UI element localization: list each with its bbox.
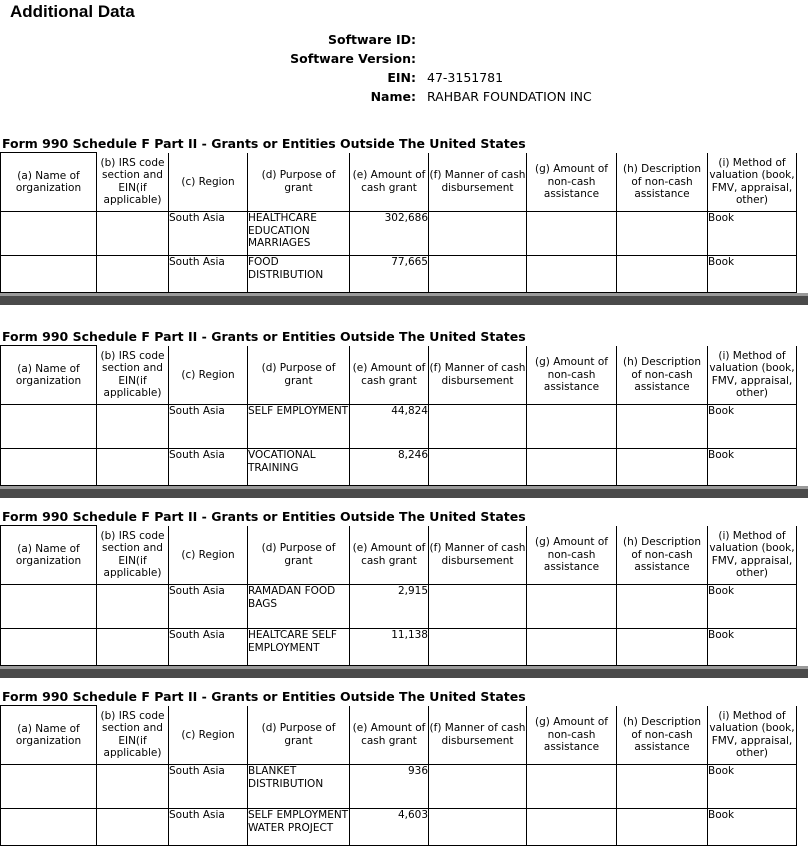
noncash-amount-cell: [527, 809, 617, 846]
column-header-c: (c) Region: [169, 153, 248, 212]
column-header-i: (i) Method of valuation (book, FMV, appraisal, other): [708, 706, 797, 765]
section-divider: [0, 666, 808, 678]
header-row: [1, 346, 797, 405]
disbursement-cell: [429, 449, 527, 486]
table-row: [1, 765, 797, 809]
amount-cell: 8,246: [350, 449, 429, 486]
software-id-row: [0, 32, 808, 51]
region-cell: South Asia: [169, 585, 248, 629]
name-value: RAHBAR FOUNDATION INC: [427, 89, 592, 104]
noncash-description-cell: [617, 449, 708, 486]
column-header-a: (a) Name of organization: [1, 346, 97, 405]
purpose-cell: RAMADAN FOOD BAGS: [248, 585, 350, 629]
noncash-description-cell: [617, 629, 708, 666]
noncash-amount-cell: [527, 405, 617, 449]
divider-highlight: [0, 666, 808, 669]
section-title: Form 990 Schedule F Part II - Grants or Entities Outside The United States: [2, 136, 526, 151]
column-header-a: (a) Name of organization: [1, 526, 97, 585]
column-header-i: (i) Method of valuation (book, FMV, appraisal, other): [708, 153, 797, 212]
irs-code-cell: [97, 405, 169, 449]
amount-cell: 4,603: [350, 809, 429, 846]
column-header-b: (b) IRS code section and EIN(if applicable): [97, 526, 169, 585]
name-label: Name:: [370, 89, 416, 104]
column-header-b: (b) IRS code section and EIN(if applicable): [97, 346, 169, 405]
noncash-description-cell: [617, 405, 708, 449]
disbursement-cell: [429, 405, 527, 449]
disbursement-cell: [429, 585, 527, 629]
region-cell: South Asia: [169, 765, 248, 809]
valuation-method-cell: Book: [708, 809, 797, 846]
column-header-e: (e) Amount of cash grant: [350, 526, 429, 585]
org-name-cell: [1, 449, 97, 486]
section-title: Form 990 Schedule F Part II - Grants or Entities Outside The United States: [2, 689, 526, 704]
amount-cell: 302,686: [350, 212, 429, 256]
section-divider: [0, 486, 808, 498]
purpose-cell: HEALTHCARE EDUCATION MARRIAGES: [248, 212, 350, 256]
software-version-row: [0, 51, 808, 70]
header-row: [1, 706, 797, 765]
column-header-e: (e) Amount of cash grant: [350, 706, 429, 765]
ein-label: EIN:: [387, 70, 416, 85]
region-cell: South Asia: [169, 809, 248, 846]
region-cell: South Asia: [169, 212, 248, 256]
disbursement-cell: [429, 809, 527, 846]
table-row: [1, 585, 797, 629]
region-cell: South Asia: [169, 629, 248, 666]
filer-info: [0, 32, 808, 108]
org-name-cell: [1, 585, 97, 629]
purpose-cell: VOCATIONAL TRAINING: [248, 449, 350, 486]
grants-table: [0, 525, 797, 666]
grants-table: [0, 705, 797, 846]
disbursement-cell: [429, 629, 527, 666]
purpose-cell: SELF EMPLOYMENT WATER PROJECT: [248, 809, 350, 846]
noncash-amount-cell: [527, 585, 617, 629]
column-header-h: (h) Description of non-cash assistance: [617, 706, 708, 765]
amount-cell: 44,824: [350, 405, 429, 449]
section-title: Form 990 Schedule F Part II - Grants or Entities Outside The United States: [2, 509, 526, 524]
column-header-f: (f) Manner of cash disbursement: [429, 153, 527, 212]
table-row: [1, 405, 797, 449]
grants-section: [0, 136, 808, 305]
org-name-cell: [1, 629, 97, 666]
purpose-cell: HEALTCARE SELF EMPLOYMENT: [248, 629, 350, 666]
valuation-method-cell: Book: [708, 449, 797, 486]
region-cell: South Asia: [169, 405, 248, 449]
software-id-label: Software ID:: [327, 32, 416, 47]
column-header-e: (e) Amount of cash grant: [350, 346, 429, 405]
irs-code-cell: [97, 809, 169, 846]
table-row: [1, 449, 797, 486]
header-row: [1, 526, 797, 585]
irs-code-cell: [97, 585, 169, 629]
irs-code-cell: [97, 449, 169, 486]
column-header-b: (b) IRS code section and EIN(if applicable): [97, 153, 169, 212]
section-divider: [0, 293, 808, 305]
column-header-a: (a) Name of organization: [1, 153, 97, 212]
column-header-d: (d) Purpose of grant: [248, 706, 350, 765]
column-header-a: (a) Name of organization: [1, 706, 97, 765]
column-header-h: (h) Description of non-cash assistance: [617, 153, 708, 212]
column-header-d: (d) Purpose of grant: [248, 153, 350, 212]
valuation-method-cell: Book: [708, 629, 797, 666]
amount-cell: 936: [350, 765, 429, 809]
column-header-g: (g) Amount of non-cash assistance: [527, 526, 617, 585]
ein-value: 47-3151781: [427, 70, 504, 85]
column-header-f: (f) Manner of cash disbursement: [429, 346, 527, 405]
irs-code-cell: [97, 256, 169, 293]
grants-section: [0, 509, 808, 678]
purpose-cell: BLANKET DISTRIBUTION: [248, 765, 350, 809]
valuation-method-cell: Book: [708, 585, 797, 629]
noncash-amount-cell: [527, 449, 617, 486]
noncash-amount-cell: [527, 629, 617, 666]
ein-row: [0, 70, 808, 89]
org-name-cell: [1, 212, 97, 256]
name-row: [0, 89, 808, 108]
section-title: Form 990 Schedule F Part II - Grants or Entities Outside The United States: [2, 329, 526, 344]
region-cell: South Asia: [169, 449, 248, 486]
noncash-description-cell: [617, 212, 708, 256]
table-row: [1, 256, 797, 293]
irs-code-cell: [97, 212, 169, 256]
column-header-g: (g) Amount of non-cash assistance: [527, 706, 617, 765]
purpose-cell: FOOD DISTRIBUTION: [248, 256, 350, 293]
amount-cell: 77,665: [350, 256, 429, 293]
column-header-g: (g) Amount of non-cash assistance: [527, 346, 617, 405]
column-header-g: (g) Amount of non-cash assistance: [527, 153, 617, 212]
page-title: Additional Data: [10, 2, 135, 21]
noncash-description-cell: [617, 765, 708, 809]
noncash-amount-cell: [527, 256, 617, 293]
column-header-f: (f) Manner of cash disbursement: [429, 526, 527, 585]
column-header-d: (d) Purpose of grant: [248, 346, 350, 405]
column-header-d: (d) Purpose of grant: [248, 526, 350, 585]
noncash-description-cell: [617, 809, 708, 846]
noncash-amount-cell: [527, 212, 617, 256]
header-row: [1, 153, 797, 212]
amount-cell: 2,915: [350, 585, 429, 629]
org-name-cell: [1, 765, 97, 809]
software-version-label: Software Version:: [290, 51, 416, 66]
valuation-method-cell: Book: [708, 212, 797, 256]
irs-code-cell: [97, 765, 169, 809]
column-header-b: (b) IRS code section and EIN(if applicable): [97, 706, 169, 765]
grants-section: [0, 689, 808, 846]
table-row: [1, 809, 797, 846]
org-name-cell: [1, 809, 97, 846]
disbursement-cell: [429, 765, 527, 809]
irs-code-cell: [97, 629, 169, 666]
noncash-amount-cell: [527, 765, 617, 809]
org-name-cell: [1, 256, 97, 293]
grants-table: [0, 345, 797, 486]
divider-highlight: [0, 293, 808, 296]
valuation-method-cell: Book: [708, 765, 797, 809]
divider-highlight: [0, 486, 808, 489]
noncash-description-cell: [617, 585, 708, 629]
disbursement-cell: [429, 256, 527, 293]
valuation-method-cell: Book: [708, 405, 797, 449]
grants-section: [0, 329, 808, 498]
valuation-method-cell: Book: [708, 256, 797, 293]
grants-table: [0, 152, 797, 293]
purpose-cell: SELF EMPLOYMENT: [248, 405, 350, 449]
disbursement-cell: [429, 212, 527, 256]
region-cell: South Asia: [169, 256, 248, 293]
column-header-e: (e) Amount of cash grant: [350, 153, 429, 212]
amount-cell: 11,138: [350, 629, 429, 666]
column-header-c: (c) Region: [169, 346, 248, 405]
column-header-i: (i) Method of valuation (book, FMV, appraisal, other): [708, 346, 797, 405]
column-header-i: (i) Method of valuation (book, FMV, appraisal, other): [708, 526, 797, 585]
column-header-c: (c) Region: [169, 526, 248, 585]
column-header-c: (c) Region: [169, 706, 248, 765]
table-row: [1, 212, 797, 256]
column-header-f: (f) Manner of cash disbursement: [429, 706, 527, 765]
org-name-cell: [1, 405, 97, 449]
table-row: [1, 629, 797, 666]
noncash-description-cell: [617, 256, 708, 293]
column-header-h: (h) Description of non-cash assistance: [617, 526, 708, 585]
column-header-h: (h) Description of non-cash assistance: [617, 346, 708, 405]
